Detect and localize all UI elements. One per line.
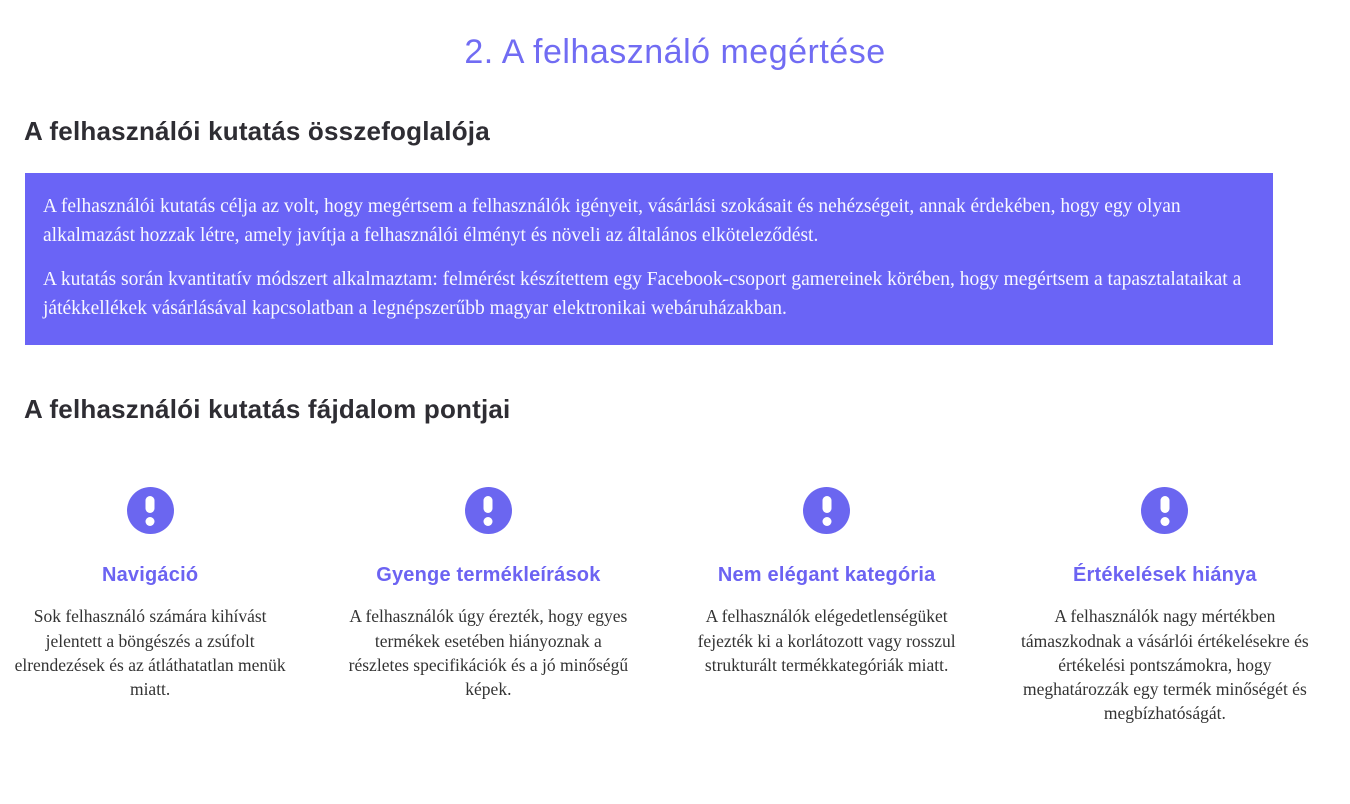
pain-point-title: Gyenge termékleírások bbox=[376, 564, 601, 587]
pain-point-card-descriptions bbox=[343, 487, 633, 725]
pain-point-title: Értékelések hiánya bbox=[1073, 564, 1257, 587]
pain-point-text: Sok felhasználó számára kihívást jelentett a böngészés a zsúfolt elrendezések és az átláthatatlan menük miatt. bbox=[14, 606, 286, 699]
pain-points-section-heading: A felhasználói kutatás fájdalom pontjai bbox=[24, 394, 511, 425]
exclamation-icon bbox=[1141, 487, 1188, 534]
exclamation-icon bbox=[803, 487, 850, 534]
pain-point-card-reviews bbox=[1020, 487, 1310, 725]
pain-points-grid bbox=[0, 487, 1350, 725]
page-title: 2. A felhasználó megértése bbox=[464, 33, 886, 71]
exclamation-icon bbox=[465, 487, 512, 534]
pain-point-card-categories bbox=[682, 487, 972, 725]
pain-point-text: A felhasználók nagy mértékben támaszkodnak a vásárlói értékelésekre és értékelési pontszámokra, hogy meghatározzák egy termék minőségét és megbízhatóságát. bbox=[1021, 606, 1309, 723]
pain-point-text: A felhasználók elégedetlenségüket fejezték ki a korlátozott vagy rosszul strukturált termékkategóriák miatt. bbox=[697, 606, 956, 675]
pain-point-text: A felhasználók úgy érezték, hogy egyes termékek esetében hiányoznak a részletes specifikációk és a jó minőségű képek. bbox=[348, 606, 629, 699]
pain-point-title: Nem elégant kategória bbox=[717, 564, 936, 587]
pain-point-title: Navigáció bbox=[101, 564, 199, 587]
summary-paragraph-2: A kutatás során kvantitatív módszert alkalmaztam: felmérést készítettem egy Facebook-csoport gamereinek körében, hogy megértsem a tapasztalataikat a játékkellékek vásárlásával kapcsolatban a legnépszerűbb magyar elektronikai webáruházakban. bbox=[43, 268, 1242, 319]
exclamation-icon bbox=[127, 487, 174, 534]
summary-highlight-box bbox=[25, 173, 1273, 345]
summary-paragraph-1: A felhasználói kutatás célja az volt, hogy megértsem a felhasználók igényeit, vásárlási szokásait és nehézségeit, annak érdekében, hogy egy olyan alkalmazást hozzak létre, amely javítja a felhasználói élményt és növeli az általános elköteleződést. bbox=[43, 196, 1181, 246]
pain-point-card-navigation bbox=[5, 487, 295, 725]
summary-section-heading: A felhasználói kutatás összefoglalója bbox=[24, 116, 490, 146]
